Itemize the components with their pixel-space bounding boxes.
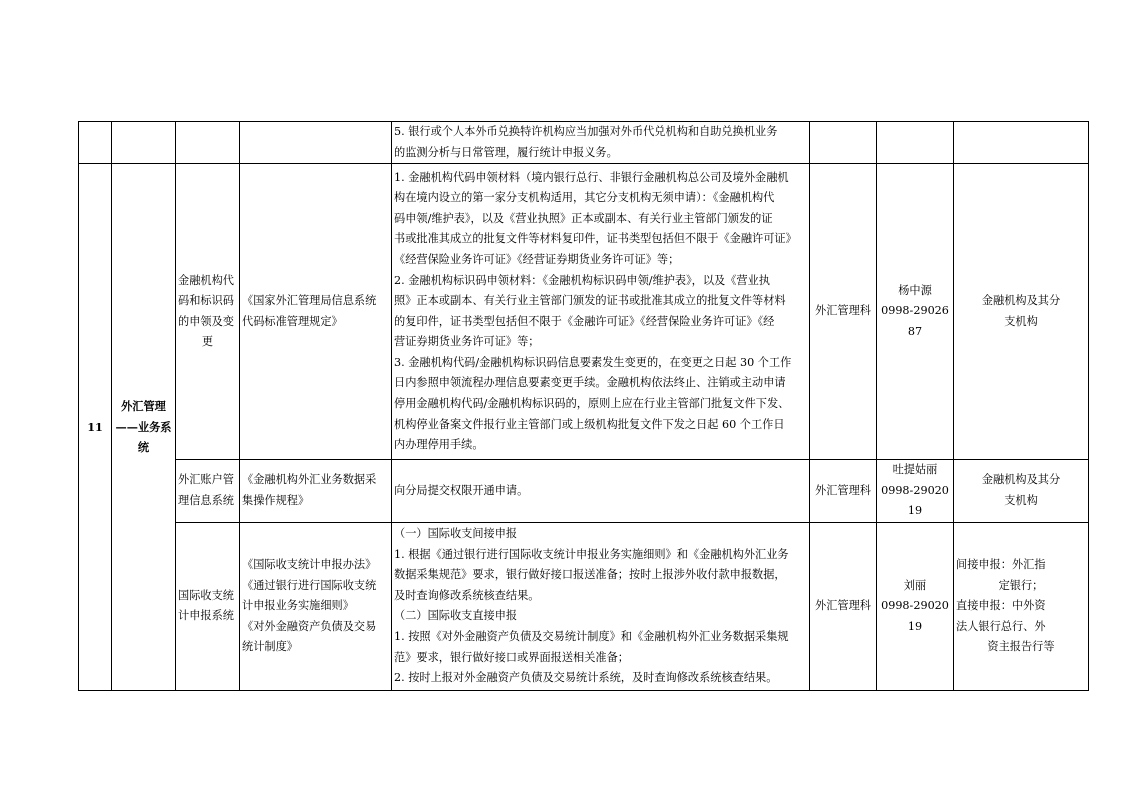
row-category xyxy=(112,164,176,691)
content-line: （二）国际收支直接申报 xyxy=(394,609,518,623)
contact-phone: 0998-2902687 xyxy=(881,304,949,338)
basis-line: 集操作规程》 xyxy=(242,494,310,508)
object-line: 定银行； xyxy=(998,578,1044,592)
content-line: 日内参照申领流程办理信息要素变更手续。金融机构依法终止、注销或主动申请 xyxy=(394,376,786,390)
content-line: 1. 按照《对外金融资产负债及交易统计制度》和《金融机构外汇业务数据采集规 xyxy=(394,630,789,644)
basis-line: 计申报业务实施细则》 xyxy=(242,599,354,613)
basis-line: 《金融机构外汇业务数据采 xyxy=(242,473,377,487)
content-line: 2. 按时上报对外金融资产负债及交易统计系统，及时查询修改系统核查结果。 xyxy=(394,671,778,685)
cell-contact xyxy=(877,164,954,460)
cell-content xyxy=(392,522,810,690)
cell-contact-empty xyxy=(877,122,954,164)
cell-object-empty xyxy=(954,122,1089,164)
content-line: 1. 金融机构代码申领材料（境内银行总行、非银行金融机构总公司及境外金融机 xyxy=(394,170,789,184)
row-number: 11 xyxy=(79,164,112,691)
object-line: 金融机构及其分 xyxy=(981,473,1061,487)
content-line: 《经营保险业务许可证》《经营证券期货业务许可证》等； xyxy=(394,252,680,266)
cell-object xyxy=(954,164,1089,460)
cell-department: 外汇管理科 xyxy=(810,164,877,460)
cell-basis xyxy=(240,522,392,690)
cell-category-empty xyxy=(112,122,176,164)
table-row xyxy=(79,522,1089,690)
cell-content xyxy=(392,460,810,523)
cell-subject xyxy=(176,522,240,690)
content-line: （一）国际收支间接申报 xyxy=(394,527,518,541)
content-line: 及时查询修改系统核查结果。 xyxy=(394,588,540,602)
object-line: 间接申报：外汇指 xyxy=(956,557,1046,571)
content-line: 的监测分析与日常管理，履行统计申报义务。 xyxy=(394,145,618,159)
cell-department-empty xyxy=(810,122,877,164)
table-row-previous xyxy=(79,122,1089,164)
basis-line: 《国际收支统计申报办法》 xyxy=(242,557,377,571)
contact-phone: 0998-2902019 xyxy=(881,483,949,518)
content-line: 数据采集规范》要求，银行做好接口报送准备；按时上报涉外收付款申报数据， xyxy=(394,568,786,582)
contact-name: 吐提姑丽 xyxy=(892,463,938,477)
basis-line: 《对外金融资产负债及交易 xyxy=(242,619,377,633)
cell-object xyxy=(954,460,1089,523)
category-line: ——业务系 xyxy=(115,419,172,434)
contact-phone: 0998-2902019 xyxy=(881,599,949,633)
subject-line: 国际收支统 xyxy=(178,588,234,602)
contact-name: 刘丽 xyxy=(903,578,927,592)
object-line: 支机构 xyxy=(1004,314,1038,328)
cell-contact xyxy=(877,460,954,523)
category-line: 统 xyxy=(137,440,150,455)
cell-subject xyxy=(176,164,240,460)
basis-line: 代码标准管理规定》 xyxy=(242,314,343,328)
regulation-table xyxy=(78,121,1089,691)
subject-line: 金融机构代 xyxy=(178,273,234,287)
subject-line: 外汇账户管 xyxy=(178,473,234,487)
subject-line: 码和标识码 xyxy=(178,294,234,308)
object-line: 直接申报：中外资 xyxy=(956,599,1046,613)
content-line: 内办理停用手续。 xyxy=(394,438,484,452)
cell-contact xyxy=(877,522,954,690)
cell-subject-empty xyxy=(176,122,240,164)
content-line: 的复印件，证书类型包括但不限于《金融许可证》《经营保险业务许可证》《经 xyxy=(394,314,775,328)
cell-content xyxy=(392,164,810,460)
cell-basis-empty xyxy=(240,122,392,164)
cell-content xyxy=(392,122,810,164)
content-line: 构在境内设立的第一家分支机构适用，其它分支机构无须申请）：《金融机构代 xyxy=(394,191,775,205)
table-row xyxy=(79,460,1089,523)
cell-department: 外汇管理科 xyxy=(810,460,877,523)
cell-object xyxy=(954,522,1089,690)
basis-line: 统计制度》 xyxy=(242,640,298,654)
cell-number-empty xyxy=(79,122,112,164)
content-line: 3. 金融机构代码/金融机构标识码信息要素发生变更的，在变更之日起 30 个工作 xyxy=(394,355,792,369)
cell-subject xyxy=(176,460,240,523)
basis-line: 《通过银行进行国际收支统 xyxy=(242,578,377,592)
contact-name: 杨中源 xyxy=(898,283,932,297)
content-line: 机构停业备案文件报行业主管部门或上级机构批复文件下发之日起 60 个工作日 xyxy=(394,417,785,431)
content-line: 照》正本或副本、有关行业主管部门颁发的证书或批准其成立的批复文件等材料 xyxy=(394,294,786,308)
table-row xyxy=(79,164,1089,460)
content-line: 停用金融机构代码/金融机构标识码的，原则上应在行业主管部门批复文件下发、 xyxy=(394,397,790,411)
content-line: 5. 银行或个人本外币兑换特许机构应当加强对外币代兑机构和自助兑换机业务 xyxy=(394,125,778,138)
basis-line: 《国家外汇管理局信息系统 xyxy=(242,294,377,308)
cell-basis xyxy=(240,164,392,460)
cell-basis xyxy=(240,460,392,523)
cell-department: 外汇管理科 xyxy=(810,522,877,690)
subject-line: 更 xyxy=(201,335,214,349)
subject-line: 计申报系统 xyxy=(178,609,234,623)
object-line: 支机构 xyxy=(1004,494,1038,508)
content-line: 1. 根据《通过银行进行国际收支统计申报业务实施细则》和《金融机构外汇业务 xyxy=(394,547,789,561)
content-line: 向分局提交权限开通申请。 xyxy=(394,483,529,497)
content-line: 码申领/维护表》，以及《营业执照》正本或副本、有关行业主管部门颁发的证 xyxy=(394,211,773,225)
object-line: 法人银行总行、外 xyxy=(956,619,1046,633)
object-line: 资主报告行等 xyxy=(987,640,1055,654)
category-line: 外汇管理 xyxy=(121,399,166,414)
subject-line: 的申领及变 xyxy=(178,314,234,328)
content-line: 书或批准其成立的批复文件等材料复印件，证书类型包括但不限于《金融许可证》 xyxy=(394,232,797,246)
subject-line: 理信息系统 xyxy=(178,494,234,508)
content-line: 范》要求，银行做好接口或界面报送相关准备； xyxy=(394,650,629,664)
object-line: 金融机构及其分 xyxy=(981,294,1061,308)
content-line: 营证券期货业务许可证》等； xyxy=(394,335,540,349)
content-line: 2. 金融机构标识码申领材料：《金融机构标识码申领/维护表》，以及《营业执 xyxy=(394,273,770,287)
